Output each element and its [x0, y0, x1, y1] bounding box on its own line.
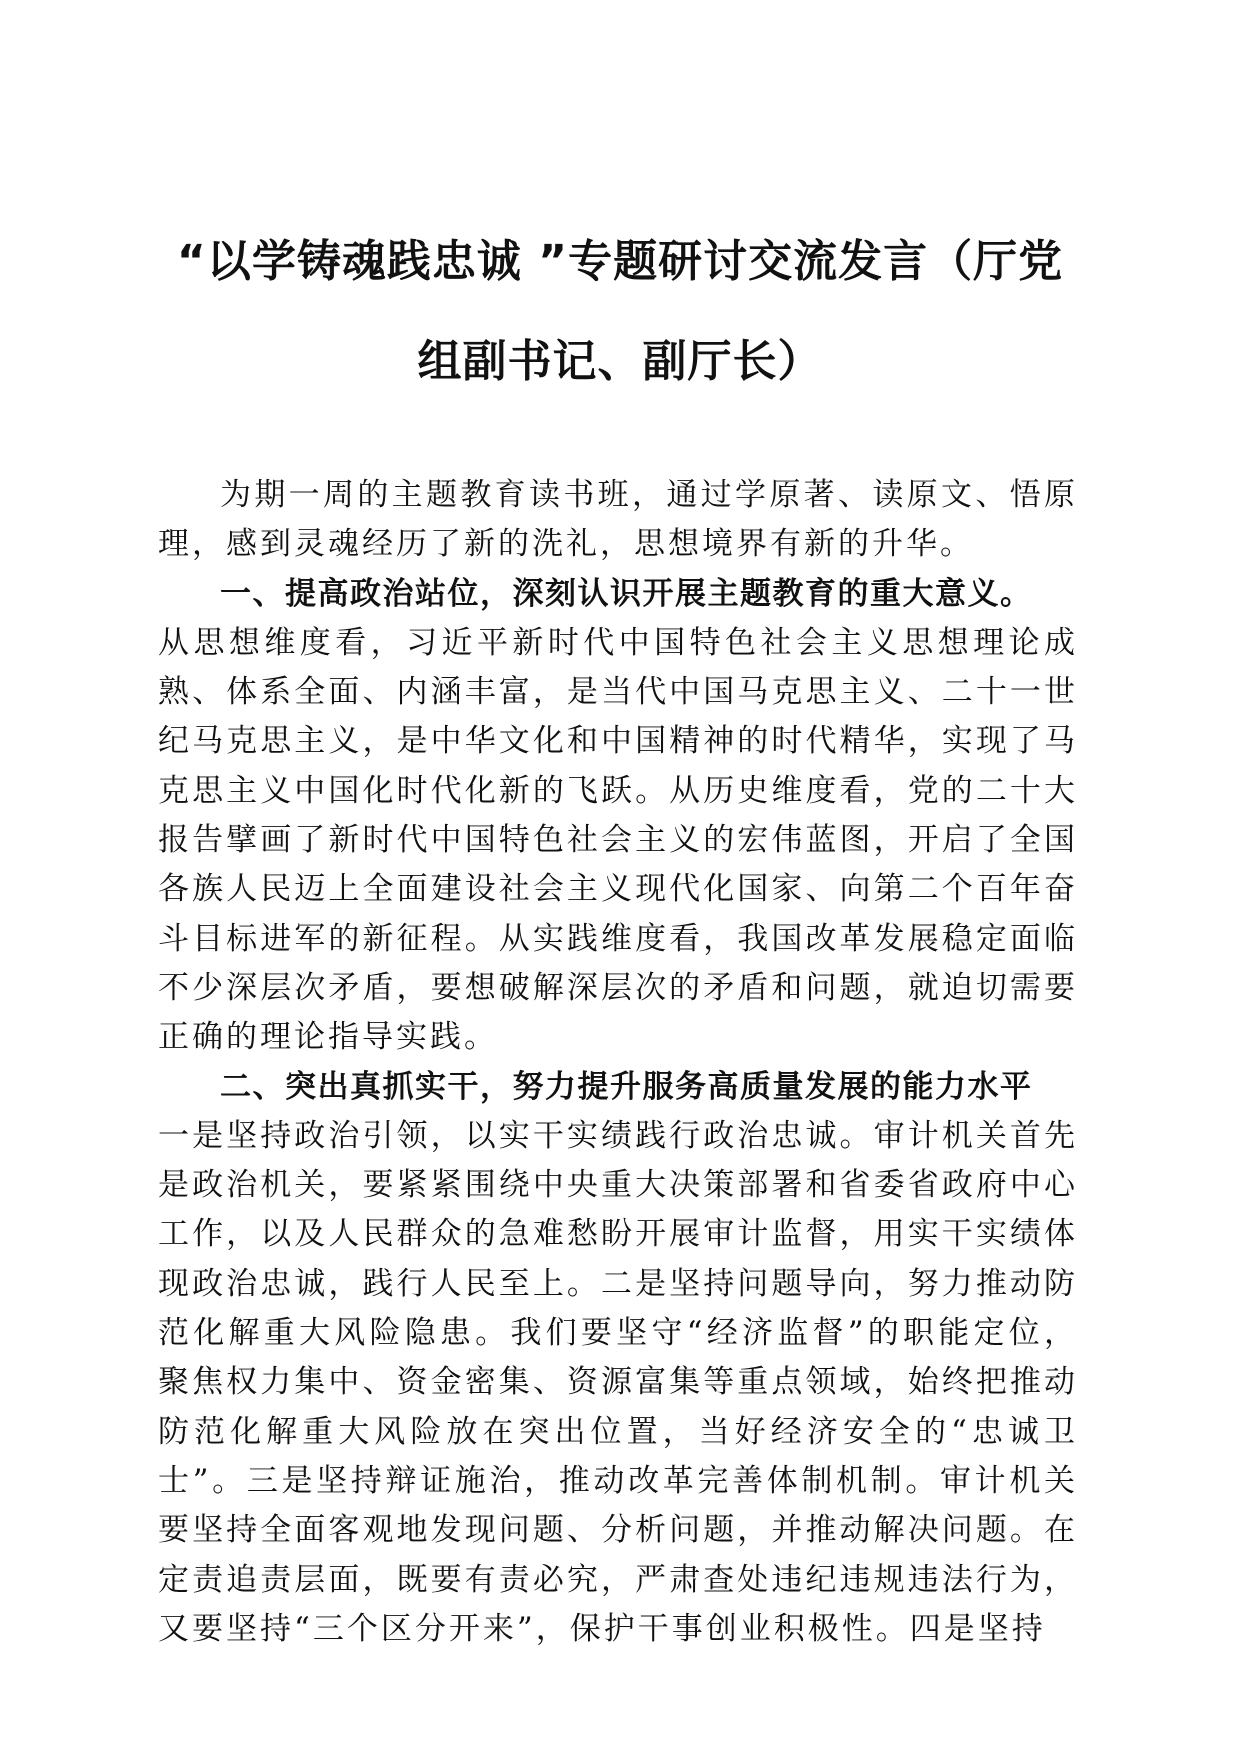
intro-paragraph: 为期一周的主题教育读书班，通过学原著、读原文、悟原理，感到灵魂经历了新的洗礼，思想境界有新的升华。 [158, 477, 1078, 563]
title-line-1: “以学铸魂践忠诚 ”专题研讨交流发言（厅党 [176, 236, 1064, 287]
section-1-heading: 一、提高政治站位，深刻认识开展主题教育的重大意义。 [220, 575, 1033, 612]
section-1 [158, 570, 1078, 1063]
document-title [120, 212, 1120, 412]
section-2 [158, 1063, 1078, 1655]
title-line-2: 组副书记、副厅长） [417, 336, 823, 387]
section-2-heading: 二、突出真抓实干，努力提升服务高质量发展的能力水平 [220, 1068, 1033, 1105]
section-1-body: 从思想维度看，习近平新时代中国特色社会主义思想理论成熟、体系全面、内涵丰富，是当代中国马克思主义、二十一世纪马克思主义，是中华文化和中国精神的时代精华，实现了马克思主义中国化时代化新的飞跃。从历史维度看，党的二十大报告擘画了新时代中国特色社会主义的宏伟蓝图，开启了全国各族人民迈上全面建设社会主义现代化国家、向第二个百年奋斗目标进军的新征程。从实践维度看，我国改革发展稳定面临不少深层次矛盾，要想破解深层次的矛盾和问题，就迫切需要正确的理论指导实践。 [158, 624, 1078, 1056]
section-2-body: 一是坚持政治引领，以实干实绩践行政治忠诚。审计机关首先是政治机关，要紧紧围绕中央重大决策部署和省委省政府中心工作，以及人民群众的急难愁盼开展审计监督，用实干实绩体现政治忠诚，践行人民至上。二是坚持问题导向，努力推动防范化解重大风险隐患。我们要坚守“经济监督”的职能定位，聚焦权力集中、资金密集、资源富集等重点领域，始终把推动防范化解重大风险放在突出位置，当好经济安全的“忠诚卫士”。三是坚持辩证施治，推动改革完善体制机制。审计机关要坚持全面客观地发现问题、分析问题，并推动解决问题。在定责追责层面，既要有责必究，严肃查处违纪违规违法行为，又要坚持“三个区分开来”，保护干事创业积极性。四是坚持 [158, 1117, 1078, 1647]
document-body [158, 471, 1078, 1654]
